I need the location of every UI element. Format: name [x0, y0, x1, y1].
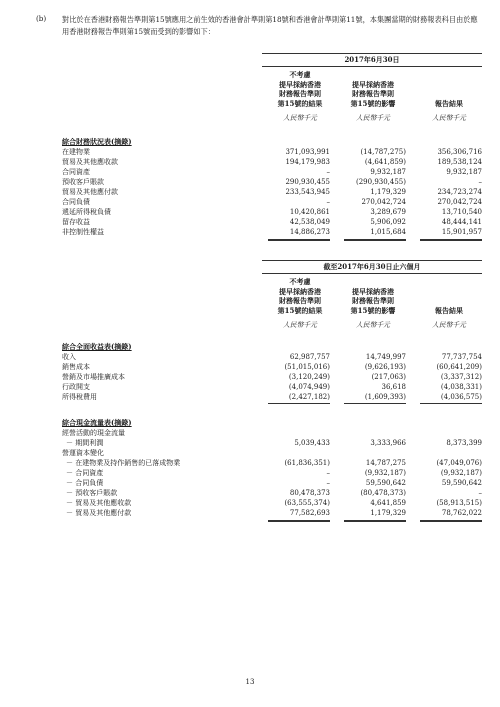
unit-label: 人民幣千元 — [283, 321, 317, 329]
header-rule — [262, 53, 482, 54]
intro-paragraph: 對比於在香港財務報告準則第15號應用之前生效的香港會計準則第18號和香港會計準則第11號，本集團當期的財務報表科目由於應用香港財務報告準則第15號而受到的影響如下： — [62, 15, 478, 36]
col-header-impact: 提早採納香港 財務報告準則 第15號的影響 — [350, 286, 396, 315]
section2-title: 綜合全面收益表(摘錄) — [62, 342, 132, 351]
col-header-no-adopt: 不考慮 提早採納香港 財務報告準則 第15號的結果 — [277, 277, 323, 315]
unit-label: 人民幣千元 — [356, 321, 390, 329]
section3-subheading: 營運資本變化 — [62, 449, 104, 457]
section1-period: 2017年6月30日 — [344, 55, 400, 64]
paragraph-marker: (b) — [36, 14, 47, 23]
header-rule — [262, 273, 482, 274]
col-header-impact: 提早採納香港 財務報告準則 第15號的影響 — [350, 79, 396, 108]
total-rule — [268, 403, 330, 404]
unit-label: 人民幣千元 — [432, 114, 466, 122]
unit-label: 人民幣千元 — [432, 321, 466, 329]
page-number: 13 — [245, 678, 255, 686]
total-rule — [420, 239, 482, 241]
total-rule — [268, 239, 330, 241]
col-header-reported: 報告結果 — [435, 99, 463, 108]
section1-title: 綜合財務狀況表(摘錄) — [62, 137, 132, 146]
section3-title: 綜合現金流量表(摘錄) — [62, 418, 132, 427]
header-rule — [262, 260, 482, 261]
header-rule — [262, 66, 482, 67]
total-rule — [344, 239, 406, 241]
total-rule — [420, 403, 482, 404]
total-rule — [344, 520, 406, 522]
section3-subheading: 經營活動的現金流量 — [62, 429, 125, 437]
unit-label: 人民幣千元 — [356, 114, 390, 122]
total-rule — [268, 520, 330, 522]
total-rule — [420, 520, 482, 522]
unit-label: 人民幣千元 — [283, 114, 317, 122]
col-header-no-adopt: 不考慮 提早採納香港 財務報告準則 第15號的結果 — [277, 70, 323, 108]
col-header-reported: 報告結果 — [435, 306, 463, 315]
section2-period: 截至2017年6月30日止六個月 — [323, 262, 421, 271]
total-rule — [344, 403, 406, 404]
